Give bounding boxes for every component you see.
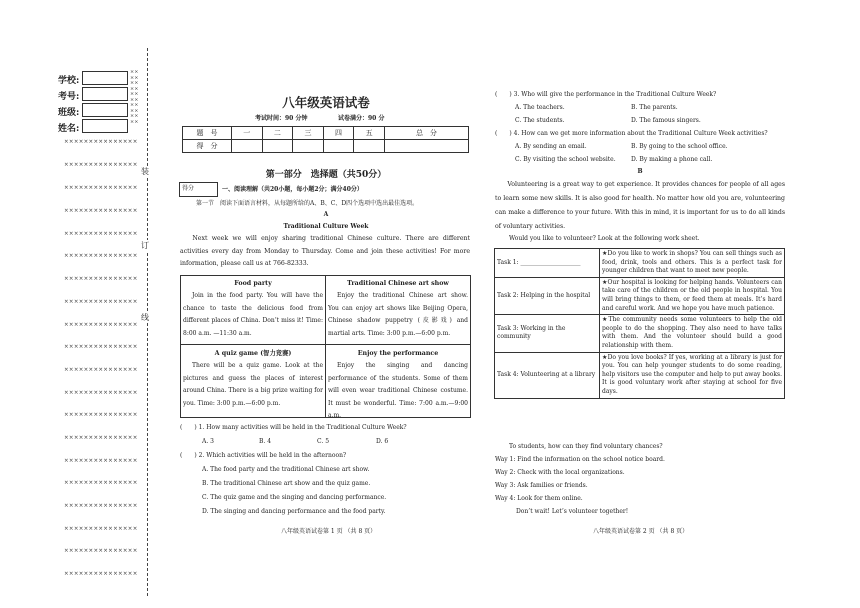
exam-number-label: 考号:: [58, 92, 80, 102]
binding-mark-ding: 订: [141, 241, 149, 250]
question-4: ( ) 4. How can we get more information about the Traditional Culture Week activities?: [495, 130, 768, 137]
x-row: ×××××××××××××××: [64, 571, 138, 577]
activity-title: Traditional Chinese art show: [347, 280, 449, 287]
footer-page-1: 八年级英语试卷第 1 页 （共 8 页）: [281, 528, 377, 535]
task-table: [494, 248, 785, 399]
q3-option-b[interactable]: B. The parents.: [631, 104, 678, 111]
question-3: ( ) 3. Who will give the performance in the Traditional Culture Week?: [495, 91, 717, 98]
task-desc: ★Do you love books? If yes, working at a library is just for you. You can help younger students to do some reading, help visitors use the computer and help to put away books. It is good voluntary work after staying at school for five days.: [600, 352, 785, 398]
score-input[interactable]: [262, 140, 293, 153]
x-row: ×××××××××××××××: [64, 253, 138, 259]
side-x-column: ×× ×× ×× ×× ×× ×× ×× ×× ×× ××: [130, 69, 139, 125]
x-row: ×××××××××××××××: [64, 526, 138, 532]
q1-option-d[interactable]: D. 6: [376, 438, 389, 445]
x-row: ×××××××××××××××: [64, 299, 138, 305]
part1-title: 第一部分 选择题（共50分）: [265, 170, 387, 180]
q4-option-d[interactable]: D. By making a phone call.: [631, 156, 713, 163]
footer-page-2: 八年级英语试卷第 2 页 （共 8 页）: [593, 528, 689, 535]
section-title: 一、阅读理解（共20小题，每小题2分；满分40分）: [222, 186, 363, 193]
score-cell: 一: [232, 127, 263, 140]
task-row: [495, 352, 785, 398]
task-name: Task 1: ____________________: [495, 249, 600, 278]
score-cell: 总 分: [384, 127, 468, 140]
question-2: ( ) 2. Which activities will be held in the afternoon?: [180, 452, 347, 459]
activity-food-party: [183, 278, 323, 340]
task-desc: ★The community needs some volunteers to help the old people to do the shopping. They also need to have talks with them. And the volunteer should build a good relationship with them.: [600, 315, 785, 352]
page-title: 八年级英语试卷: [282, 95, 370, 110]
score-cell: 五: [354, 127, 385, 140]
q2-option-c[interactable]: C. The quiz game and the singing and dancing performance.: [202, 494, 387, 501]
x-row: ×××××××××××××××: [64, 458, 138, 464]
binding-mark-zhuang: 装: [141, 167, 149, 176]
closing-line: Don’t wait! Let’s volunteer together!: [516, 508, 629, 515]
class-input[interactable]: [82, 103, 128, 117]
q2-option-a[interactable]: A. The food party and the traditional Chinese art show.: [202, 466, 370, 473]
binding-mark-xian: 线: [141, 313, 149, 322]
school-input[interactable]: [82, 71, 128, 85]
x-row: ×××××××××××××××: [64, 367, 138, 373]
score-cell: 四: [323, 127, 354, 140]
score-cell: 题 号: [183, 127, 232, 140]
q1-option-a[interactable]: A. 3: [202, 438, 214, 445]
task-row: [495, 277, 785, 314]
grid-vline: [325, 276, 326, 417]
score-input[interactable]: [354, 140, 385, 153]
exam-number-input[interactable]: [82, 87, 128, 101]
activity-body: Enjoy the singing and dancing performance of the students. Some of them will even wear traditional Chinese costume. It must be wonderful. Time: 7:00 a.m.—9:00 a.m.: [328, 362, 468, 419]
task-name: Task 4: Volunteering at a library: [495, 352, 600, 398]
q2-option-b[interactable]: B. The traditional Chinese art show and the quiz game.: [202, 480, 371, 487]
activity-title: Food party: [234, 280, 272, 287]
score-input[interactable]: [323, 140, 354, 153]
name-label: 姓名:: [58, 124, 80, 134]
ways-intro: To students, how can they find voluntary chances?: [509, 443, 663, 450]
activity-art-show: [328, 278, 468, 340]
class-label: 班级:: [58, 108, 80, 118]
activity-body: Enjoy the traditional Chinese art show. You can enjoy art shows like Beijing Opera, Chinese shadow puppetry (皮影戏) and martial arts. Time: 3:00 p.m.—6:00 p.m.: [328, 292, 468, 337]
name-input[interactable]: [82, 119, 128, 133]
x-row: ×××××××××××××××: [64, 344, 138, 350]
activity-grid: [180, 275, 471, 418]
q1-option-c[interactable]: C. 5: [317, 438, 330, 445]
x-row: ×××××××××××××××: [64, 503, 138, 509]
task-desc: ★Do you like to work in shops? You can sell things such as food, drink, tools and others. This is a perfect task for younger children that want to meet new people.: [600, 249, 785, 278]
score-input[interactable]: [232, 140, 263, 153]
q4-option-c[interactable]: C. By visiting the school website.: [515, 156, 616, 163]
task-row: [495, 249, 785, 278]
passage-b-intro: Volunteering is a great way to get experience. It provides chances for people of all ages to learn some new skills. It is also good for health. No matter how old you are, volunteering can make a difference to your future. With this in mind, it is important for us to do all kinds of voluntary activities.: [495, 181, 785, 230]
task-name: Task 3: Working in the community: [495, 315, 600, 352]
score-cell: 二: [262, 127, 293, 140]
task-row: [495, 315, 785, 352]
q3-option-d[interactable]: D. The famous singers.: [631, 117, 701, 124]
task-desc: ★Our hospital is looking for helping hands. Volunteers can take care of the children or the old people in hospital. You will bring things to them, or feed them at meals. It’s hard and careful work. And we hope you have much patience.: [600, 277, 785, 314]
grid-hline: [181, 344, 470, 345]
q1-option-b[interactable]: B. 4: [259, 438, 272, 445]
q2-option-d[interactable]: D. The singing and dancing performance and the food party.: [202, 508, 386, 515]
score-table: [182, 126, 469, 153]
x-row: ×××××××××××××××: [64, 276, 138, 282]
passage-b-letter: B: [637, 168, 643, 175]
x-row: ×××××××××××××××: [64, 390, 138, 396]
x-row: ×××××××××××××××: [64, 162, 138, 168]
passage-b-lead: Would you like to volunteer? Look at the following work sheet.: [509, 235, 700, 242]
score-cell: 得 分: [183, 140, 232, 153]
x-row: ×××××××××××××××: [64, 322, 138, 328]
section-score-label: 得分: [182, 185, 195, 192]
x-row: ×××××××××××××××: [64, 208, 138, 214]
way-4: Way 4: Look for them online.: [495, 495, 583, 502]
q3-option-a[interactable]: A. The teachers.: [515, 104, 565, 111]
x-row: ×××××××××××××××: [64, 185, 138, 191]
full-score: 试卷满分：90 分: [338, 115, 385, 122]
school-label: 学校:: [58, 76, 80, 86]
activity-quiz-game: [183, 348, 323, 410]
activity-body: There will be a quiz game. Look at the pictures and guess the places of interest around China. There is a big prize waiting for you. Time: 3:00 p.m.—6:00 p.m.: [183, 362, 323, 407]
activity-title: Enjoy the performance: [357, 350, 439, 357]
x-row: ×××××××××××××××: [64, 231, 138, 237]
passage-a-intro: Next week we will enjoy sharing traditional Chinese culture. There are different activities every day from Monday to Thursday. Come and join these activities! For more information, please call us at 766-82333.: [180, 235, 470, 268]
way-3: Way 3: Ask families or friends.: [495, 482, 588, 489]
score-input[interactable]: [293, 140, 324, 153]
x-row: ×××××××××××××××: [64, 435, 138, 441]
activity-performance: [328, 348, 468, 423]
activity-body: Join in the food party. You will have the chance to taste the delicious food from different places of China. Don’t miss it! Time: 8:00 a.m. —11:30 a.m.: [183, 292, 323, 337]
passage-a-title: Traditional Culture Week: [283, 223, 369, 230]
x-row: ×××××××××××××××: [64, 412, 138, 418]
q3-option-c[interactable]: C. The students.: [515, 117, 565, 124]
section-instruction: 第一节 阅读下面语言材料，从每题所给的A、B、C、D四个选项中选出最佳选项。: [196, 200, 419, 207]
activity-title: A quiz game (智力竞赛): [214, 350, 292, 357]
way-2: Way 2: Check with the local organizations.: [495, 469, 625, 476]
score-input[interactable]: [384, 140, 468, 153]
exam-time: 考试时间：90 分钟: [255, 115, 308, 122]
q4-option-a[interactable]: A. By sending an email.: [515, 143, 587, 150]
question-1: ( ) 1. How many activities will be held in the Traditional Culture Week?: [180, 424, 407, 431]
x-row: ×××××××××××××××: [64, 139, 138, 145]
way-1: Way 1: Find the information on the school notice board.: [495, 456, 665, 463]
q4-option-b[interactable]: B. By going to the school office.: [631, 143, 728, 150]
binding-strip: [0, 0, 160, 608]
task-name: Task 2: Helping in the hospital: [495, 277, 600, 314]
passage-a-letter: A: [323, 211, 329, 218]
score-cell: 三: [293, 127, 324, 140]
x-row: ×××××××××××××××: [64, 548, 138, 554]
x-row: ×××××××××××××××: [64, 480, 138, 486]
